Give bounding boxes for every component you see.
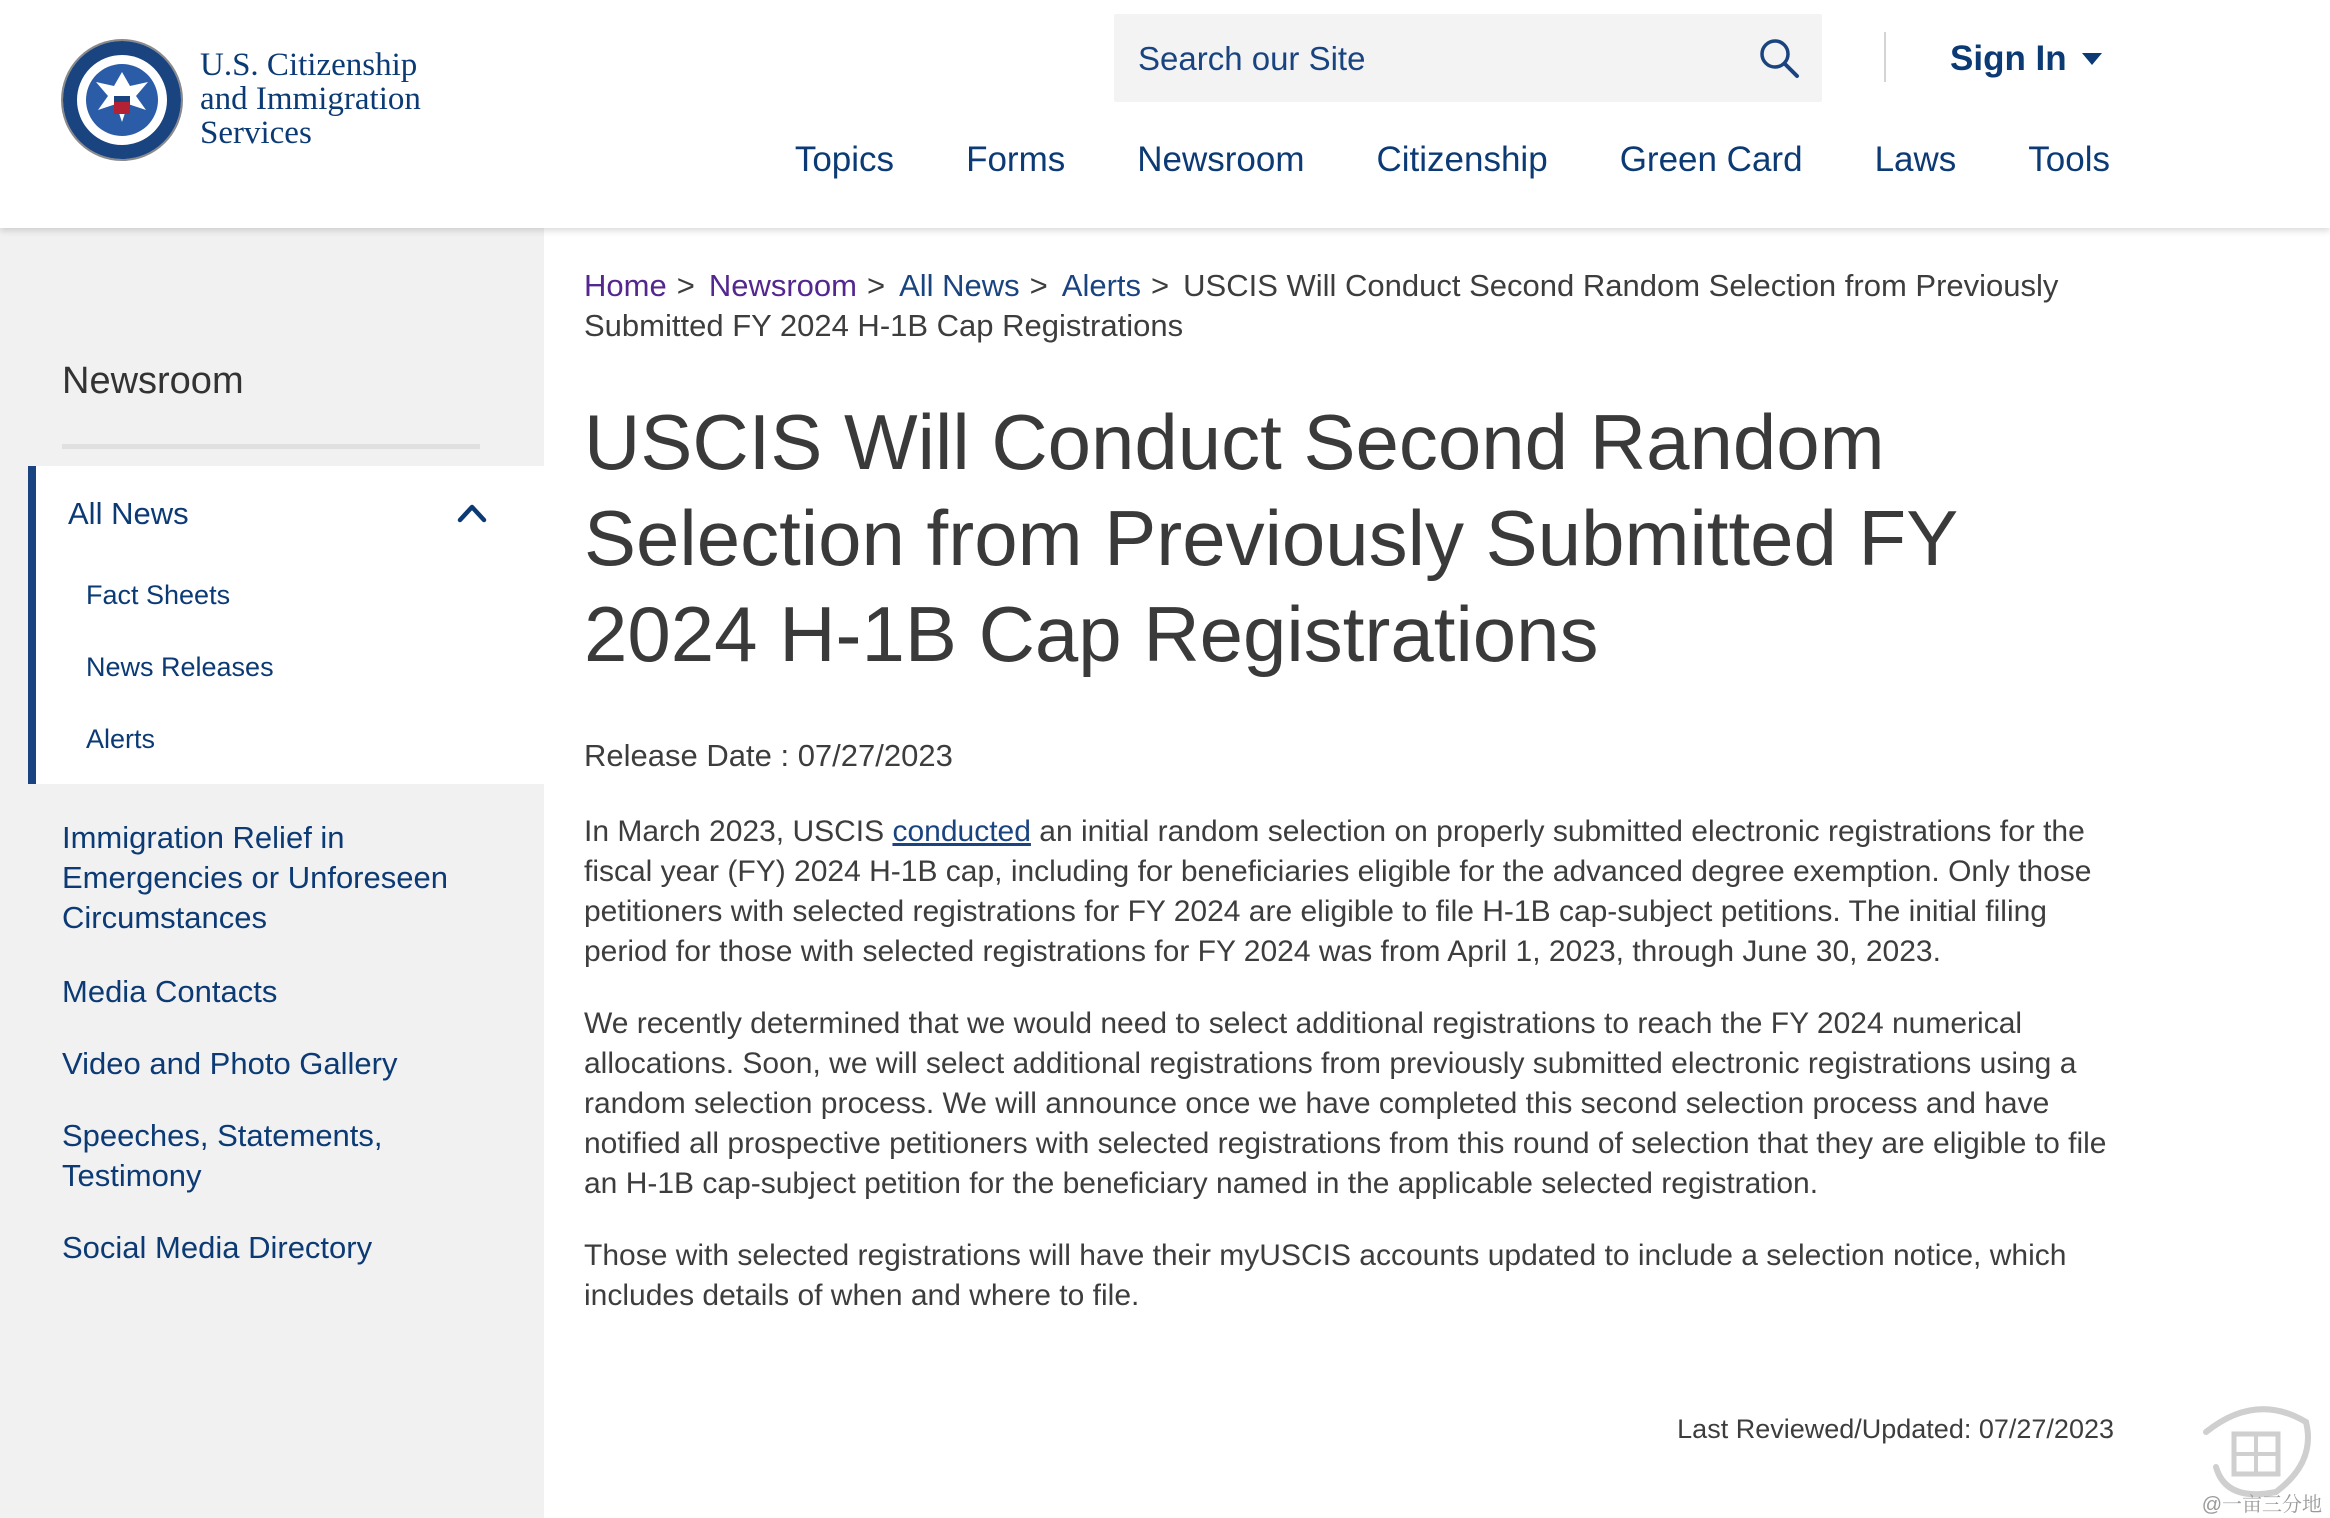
breadcrumb-all-news[interactable]: All News <box>899 268 1020 303</box>
sidebar-item-immigration-relief[interactable]: Immigration Relief in Emergencies or Unforeseen Circumstances <box>62 820 448 935</box>
breadcrumb-newsroom[interactable]: Newsroom <box>708 268 857 303</box>
release-date-value: 07/27/2023 <box>797 738 953 773</box>
article-paragraph-2: We recently determined that we would need to select additional registrations to reach the FY 2024 numerical allocations. Soon, we will select additional registrations from previously submitted electronic registrations using a random selection process. We will announce once we have completed this second selection process and have notified all prospective petitioners with selected registrations from this round of selection that they are eligible to file an H-1B cap-subject petition for the beneficiary named in the applicable selected registration. <box>584 1007 2107 1200</box>
dhs-seal-icon <box>60 38 184 162</box>
breadcrumb-alerts[interactable]: Alerts <box>1061 268 1142 303</box>
page-title: USCIS Will Conduct Second Random Selection from Previously Submitted FY 2024 H-1B Cap Registrations <box>584 398 1957 678</box>
paragraph-1-rest: an initial random selection on properly submitted electronic registrations for the fiscal year (FY) 2024 H-1B cap, including for beneficiaries eligible for the advanced degree exemption. Only those petitioners with selected registrations for FY 2024 are eligible to file H-1B cap-subject petitions. The initial filing period for those with selected registrations for FY 2024 was from April 1, 2023, through June 30, 2023. <box>584 815 2092 968</box>
sidebar-item-media-contacts[interactable]: Media Contacts <box>62 974 278 1009</box>
release-date <box>584 738 953 774</box>
watermark-text: @一亩三分地 <box>2201 1494 2322 1516</box>
nav-green-card[interactable]: Green Card <box>1619 140 1803 179</box>
search-input[interactable] <box>1136 36 1700 82</box>
sign-in-label: Sign In <box>1950 39 2067 78</box>
nav-topics[interactable]: Topics <box>794 140 895 179</box>
search-icon <box>1758 37 1800 79</box>
sidebar-title: Newsroom <box>62 360 244 402</box>
nav-laws[interactable]: Laws <box>1874 140 1957 179</box>
sidebar-item-alerts[interactable]: Alerts <box>86 724 156 754</box>
logo-line-2: and Immigration <box>200 81 421 117</box>
nav-newsroom[interactable]: Newsroom <box>1137 140 1305 179</box>
nav-forms[interactable]: Forms <box>966 140 1066 179</box>
conducted-link[interactable]: conducted <box>892 815 1031 848</box>
sidebar-item-fact-sheets[interactable]: Fact Sheets <box>86 580 231 610</box>
main-nav <box>795 140 2110 180</box>
paragraph-1-lead: In March 2023, USCIS <box>584 815 893 848</box>
search-box <box>1114 14 1822 102</box>
sidebar-item-all-news[interactable]: All News <box>68 496 189 531</box>
logo-line-3: Services <box>200 115 312 151</box>
sidebar-item-news-releases[interactable]: News Releases <box>86 652 274 682</box>
article-paragraph-1 <box>584 812 2114 972</box>
uscis-logo[interactable] <box>60 38 480 162</box>
sidebar-item-video-photo-gallery[interactable]: Video and Photo Gallery <box>62 1046 398 1081</box>
last-reviewed-label: Last Reviewed/Updated: <box>1677 1414 1972 1444</box>
sign-in-button[interactable] <box>1950 34 2103 84</box>
sidebar-item-speeches[interactable]: Speeches, Statements, Testimony <box>62 1118 383 1193</box>
nav-tools[interactable]: Tools <box>2028 140 2110 179</box>
site-header <box>0 0 2330 228</box>
caret-down-icon <box>2081 52 2103 66</box>
chevron-up-icon[interactable] <box>456 498 488 526</box>
sidebar <box>0 228 544 1518</box>
breadcrumb-separator: > <box>1151 268 1170 303</box>
breadcrumb <box>584 266 2094 346</box>
search-button[interactable] <box>1748 28 1810 88</box>
nav-citizenship[interactable]: Citizenship <box>1376 140 1548 179</box>
last-reviewed-date: 07/27/2023 <box>1978 1414 2114 1444</box>
release-date-label: Release Date : <box>584 738 790 773</box>
article-paragraph-3: Those with selected registrations will have their myUSCIS accounts updated to include a selection notice, which includes details of when and where to file. <box>584 1239 2067 1312</box>
sidebar-divider <box>62 444 480 449</box>
sidebar-active-section <box>28 466 544 784</box>
header-divider <box>1884 32 1886 82</box>
breadcrumb-home[interactable]: Home <box>584 268 667 303</box>
breadcrumb-separator: > <box>866 268 886 303</box>
breadcrumb-current: USCIS Will Conduct Second Random Selection from Previously Submitted FY 2024 H-1B Cap Registrations <box>584 268 2059 343</box>
last-reviewed <box>1677 1414 2114 1445</box>
logo-wordmark <box>200 48 421 150</box>
breadcrumb-separator: > <box>676 268 695 303</box>
breadcrumb-separator: > <box>1029 268 1048 303</box>
logo-line-1: U.S. Citizenship <box>200 47 418 83</box>
sidebar-item-social-media-directory[interactable]: Social Media Directory <box>62 1230 373 1265</box>
